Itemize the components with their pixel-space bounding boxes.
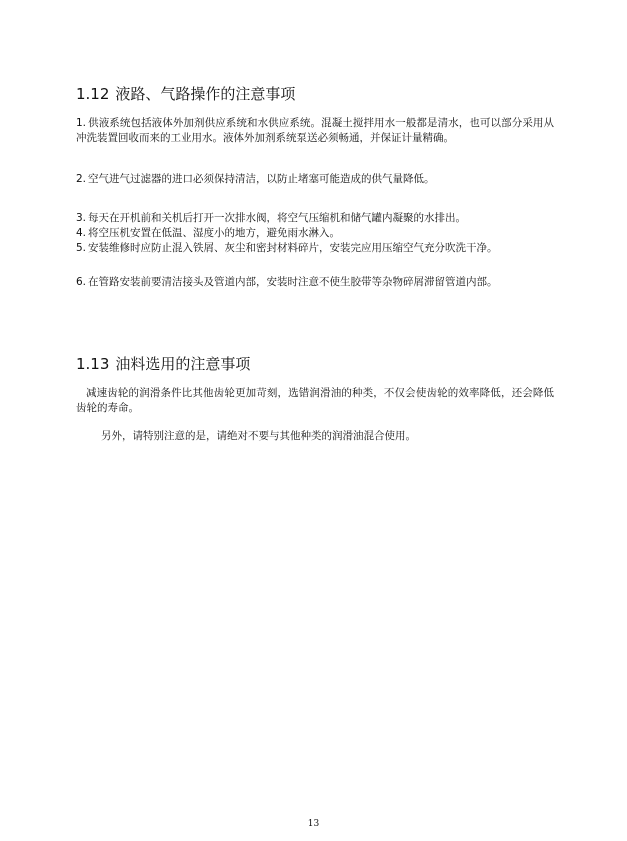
list-item-text: 安装维修时应防止混入铁屑、灰尘和密封材料碎片，安装完应用压缩空气充分吹洗干净。 xyxy=(88,242,498,254)
section-title: 液路、气路操作的注意事项 xyxy=(115,85,296,103)
list-item-6 xyxy=(76,275,554,290)
list-item-text: 在管路安装前要清洁接头及管道内部，安装时注意不使生胶带等杂物碎屑滞留管道内部。 xyxy=(88,276,498,288)
section-number: 1.12 xyxy=(76,85,110,103)
section-heading-1-13 xyxy=(76,354,250,374)
list-item-text: 空气进气过滤器的进口必须保持清洁，以防止堵塞可能造成的供气量降低。 xyxy=(88,173,435,185)
list-item-number: 3. xyxy=(76,212,87,224)
list-item-2 xyxy=(76,172,554,187)
section-number: 1.13 xyxy=(76,355,110,373)
page-number: 13 xyxy=(307,819,320,829)
list-item-number: 1. xyxy=(76,117,87,129)
list-item-5 xyxy=(76,241,554,256)
paragraph-2: 另外，请特别注意的是，请绝对不要与其他种类的润滑油混合使用。 xyxy=(101,430,416,442)
list-item-text: 供液系统包括液体外加剂供应系统和水供应系统。混凝土搅拌用水一般都是清水，也可以部分采用从冲洗装置回收而来的工业用水。液体外加剂系统泵送必须畅通，并保证计量精确。 xyxy=(76,117,554,144)
section-heading-1-12 xyxy=(76,84,295,104)
list-item-text: 将空压机安置在低温、湿度小的地方，避免雨水淋入。 xyxy=(88,227,341,239)
list-item-1 xyxy=(76,116,554,146)
list-item-text: 每天在开机前和关机后打开一次排水阀，将空气压缩机和储气罐内凝聚的水排出。 xyxy=(88,212,467,224)
list-item-number: 4. xyxy=(76,227,87,239)
list-item-number: 2. xyxy=(76,173,87,185)
list-item-number: 5. xyxy=(76,242,87,254)
list-item-4 xyxy=(76,226,554,241)
list-item-number: 6. xyxy=(76,276,87,288)
section-title: 油料选用的注意事项 xyxy=(115,355,251,373)
paragraph-1: 减速齿轮的润滑条件比其他齿轮更加苛刻，选错润滑油的种类，不仅会使齿轮的效率降低，还会降低齿轮的寿命。 xyxy=(76,387,554,414)
list-item-3 xyxy=(76,211,554,226)
